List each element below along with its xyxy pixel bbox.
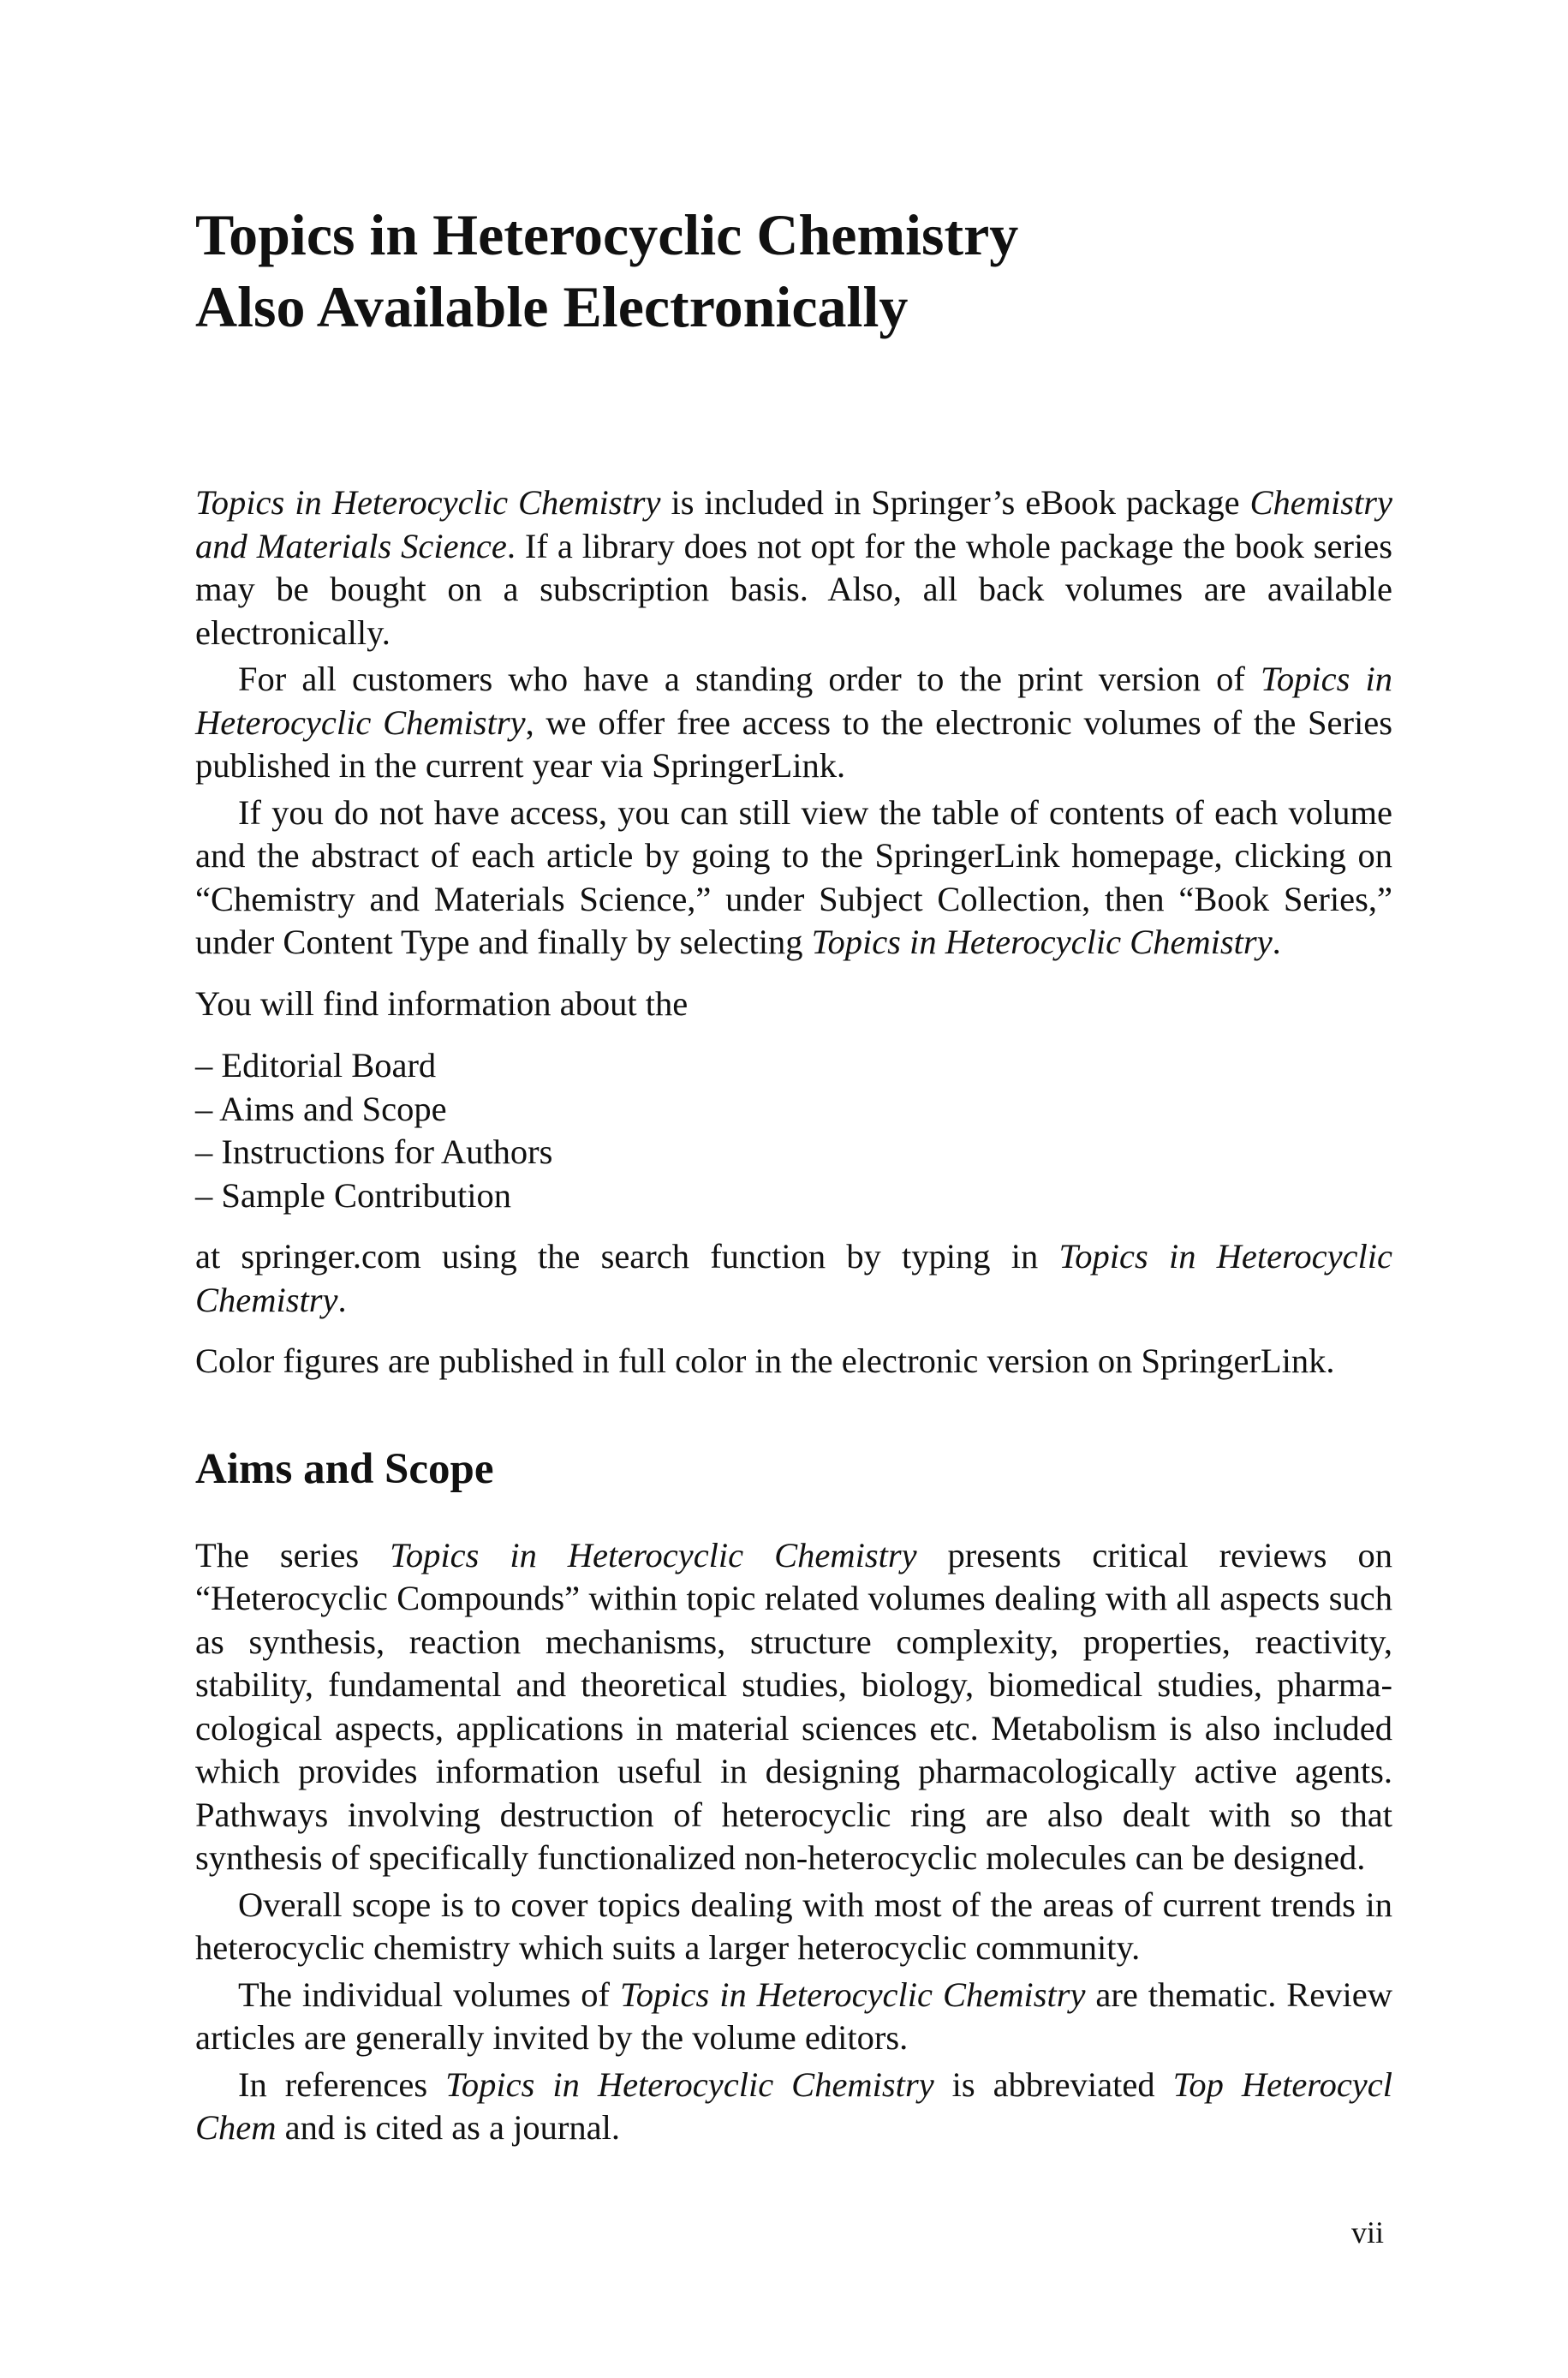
page-title	[195, 199, 1018, 343]
info-list	[195, 1044, 1392, 1217]
aims-paragraph-4: In references Topics in Heterocyclic Chemistry is abbreviated Top Heterocycl Chem and is cited as a journal.	[195, 2064, 1392, 2147]
aims-paragraph-3: The individual volumes of Topics in Heterocyclic Chemistry are thematic. Review articles are generally invited by the volume editors.	[195, 1975, 1392, 2057]
series-name: Topics in Heterocyclic Chemistry	[811, 923, 1273, 961]
list-item: – Instructions for Authors	[195, 1132, 553, 1171]
series-name: Topics in Heterocyclic Chemistry	[619, 1975, 1086, 2014]
series-name: Topics in Heterocyclic Chemistry	[390, 1535, 917, 1574]
series-name: Topics in Heterocyclic Chemistry	[195, 1237, 1393, 1319]
page-title-line-1: Topics in Heterocyclic Chemistry	[195, 202, 1019, 267]
list-item: – Editorial Board	[195, 1046, 437, 1084]
journal-abbreviation: Top Heterocycl Chem	[195, 2064, 1392, 2147]
series-name: Topics in Heterocyclic Chemistry	[445, 2064, 934, 2104]
package-name: Chemistry and Materials Science	[195, 483, 1392, 565]
intro-paragraph-6: Color figures are published in full color in the electronic version on SpringerLink.	[195, 1341, 1335, 1380]
aims-paragraph-1: The series Topics in Heterocyclic Chemistry presents critical reviews on “Heterocyclic Compounds” within topic related volumes dealing with all aspects such as synthesis, reaction mechanisms, structure complexity, properties, reactivity, stability, fundamental and theoretical studies, biology, biomedical studies, pharmacological aspects, applications in material sciences etc. Metabolism is also included which provides information useful in designing pharmacologically active agents. Pathways involving destruction of heterocyclic ring are also dealt with so that synthesis of specifically functionalized non-heterocyclic molecules can be designed.	[195, 1535, 1393, 1877]
aims-heading: Aims and Scope	[195, 1444, 494, 1493]
page-body	[195, 481, 1392, 2150]
list-item: – Sample Contribution	[195, 1175, 511, 1215]
intro-paragraph-2: For all customers who have a standing order to the print version of Topics in Heterocyclic Chemistry, we offer free access to the electronic volumes of the Series published in the current year via SpringerLink.	[195, 660, 1392, 785]
list-item: – Aims and Scope	[195, 1089, 447, 1128]
series-name: Topics in Heterocyclic Chemistry	[195, 483, 661, 522]
page-number: vii	[1350, 2215, 1384, 2250]
aims-paragraph-2: Overall scope is to cover topics dealing with most of the areas of current trends in heterocyclic chemistry which suits a larger heterocyclic community.	[195, 1885, 1392, 1967]
intro-paragraph-5: at springer.com using the search function by typing in Topics in Heterocyclic Chemistry.	[195, 1237, 1393, 1319]
intro-paragraph-3: If you do not have access, you can still view the table of contents of each volume and the abstract of each article by going to the SpringerLink homepage, clicking on “Chemistry and Materials Science,” under Subject Collection, then “Book Series,” under Content Type and finally by selecting Topics in Heterocyclic Chemistry.	[195, 792, 1392, 961]
series-name: Topics in Heterocyclic Chemistry	[195, 660, 1392, 742]
intro-paragraph-4: You will find information about the	[195, 983, 689, 1023]
intro-paragraph-1: Topics in Heterocyclic Chemistry is included in Springer’s eBook package Chemistry and Materials Science. If a library does not opt for the whole package the book series may be bought on a subscription basis. Also, all back volumes are available electronically.	[195, 483, 1392, 652]
page-title-line-2: Also Available Electronically	[195, 274, 909, 339]
